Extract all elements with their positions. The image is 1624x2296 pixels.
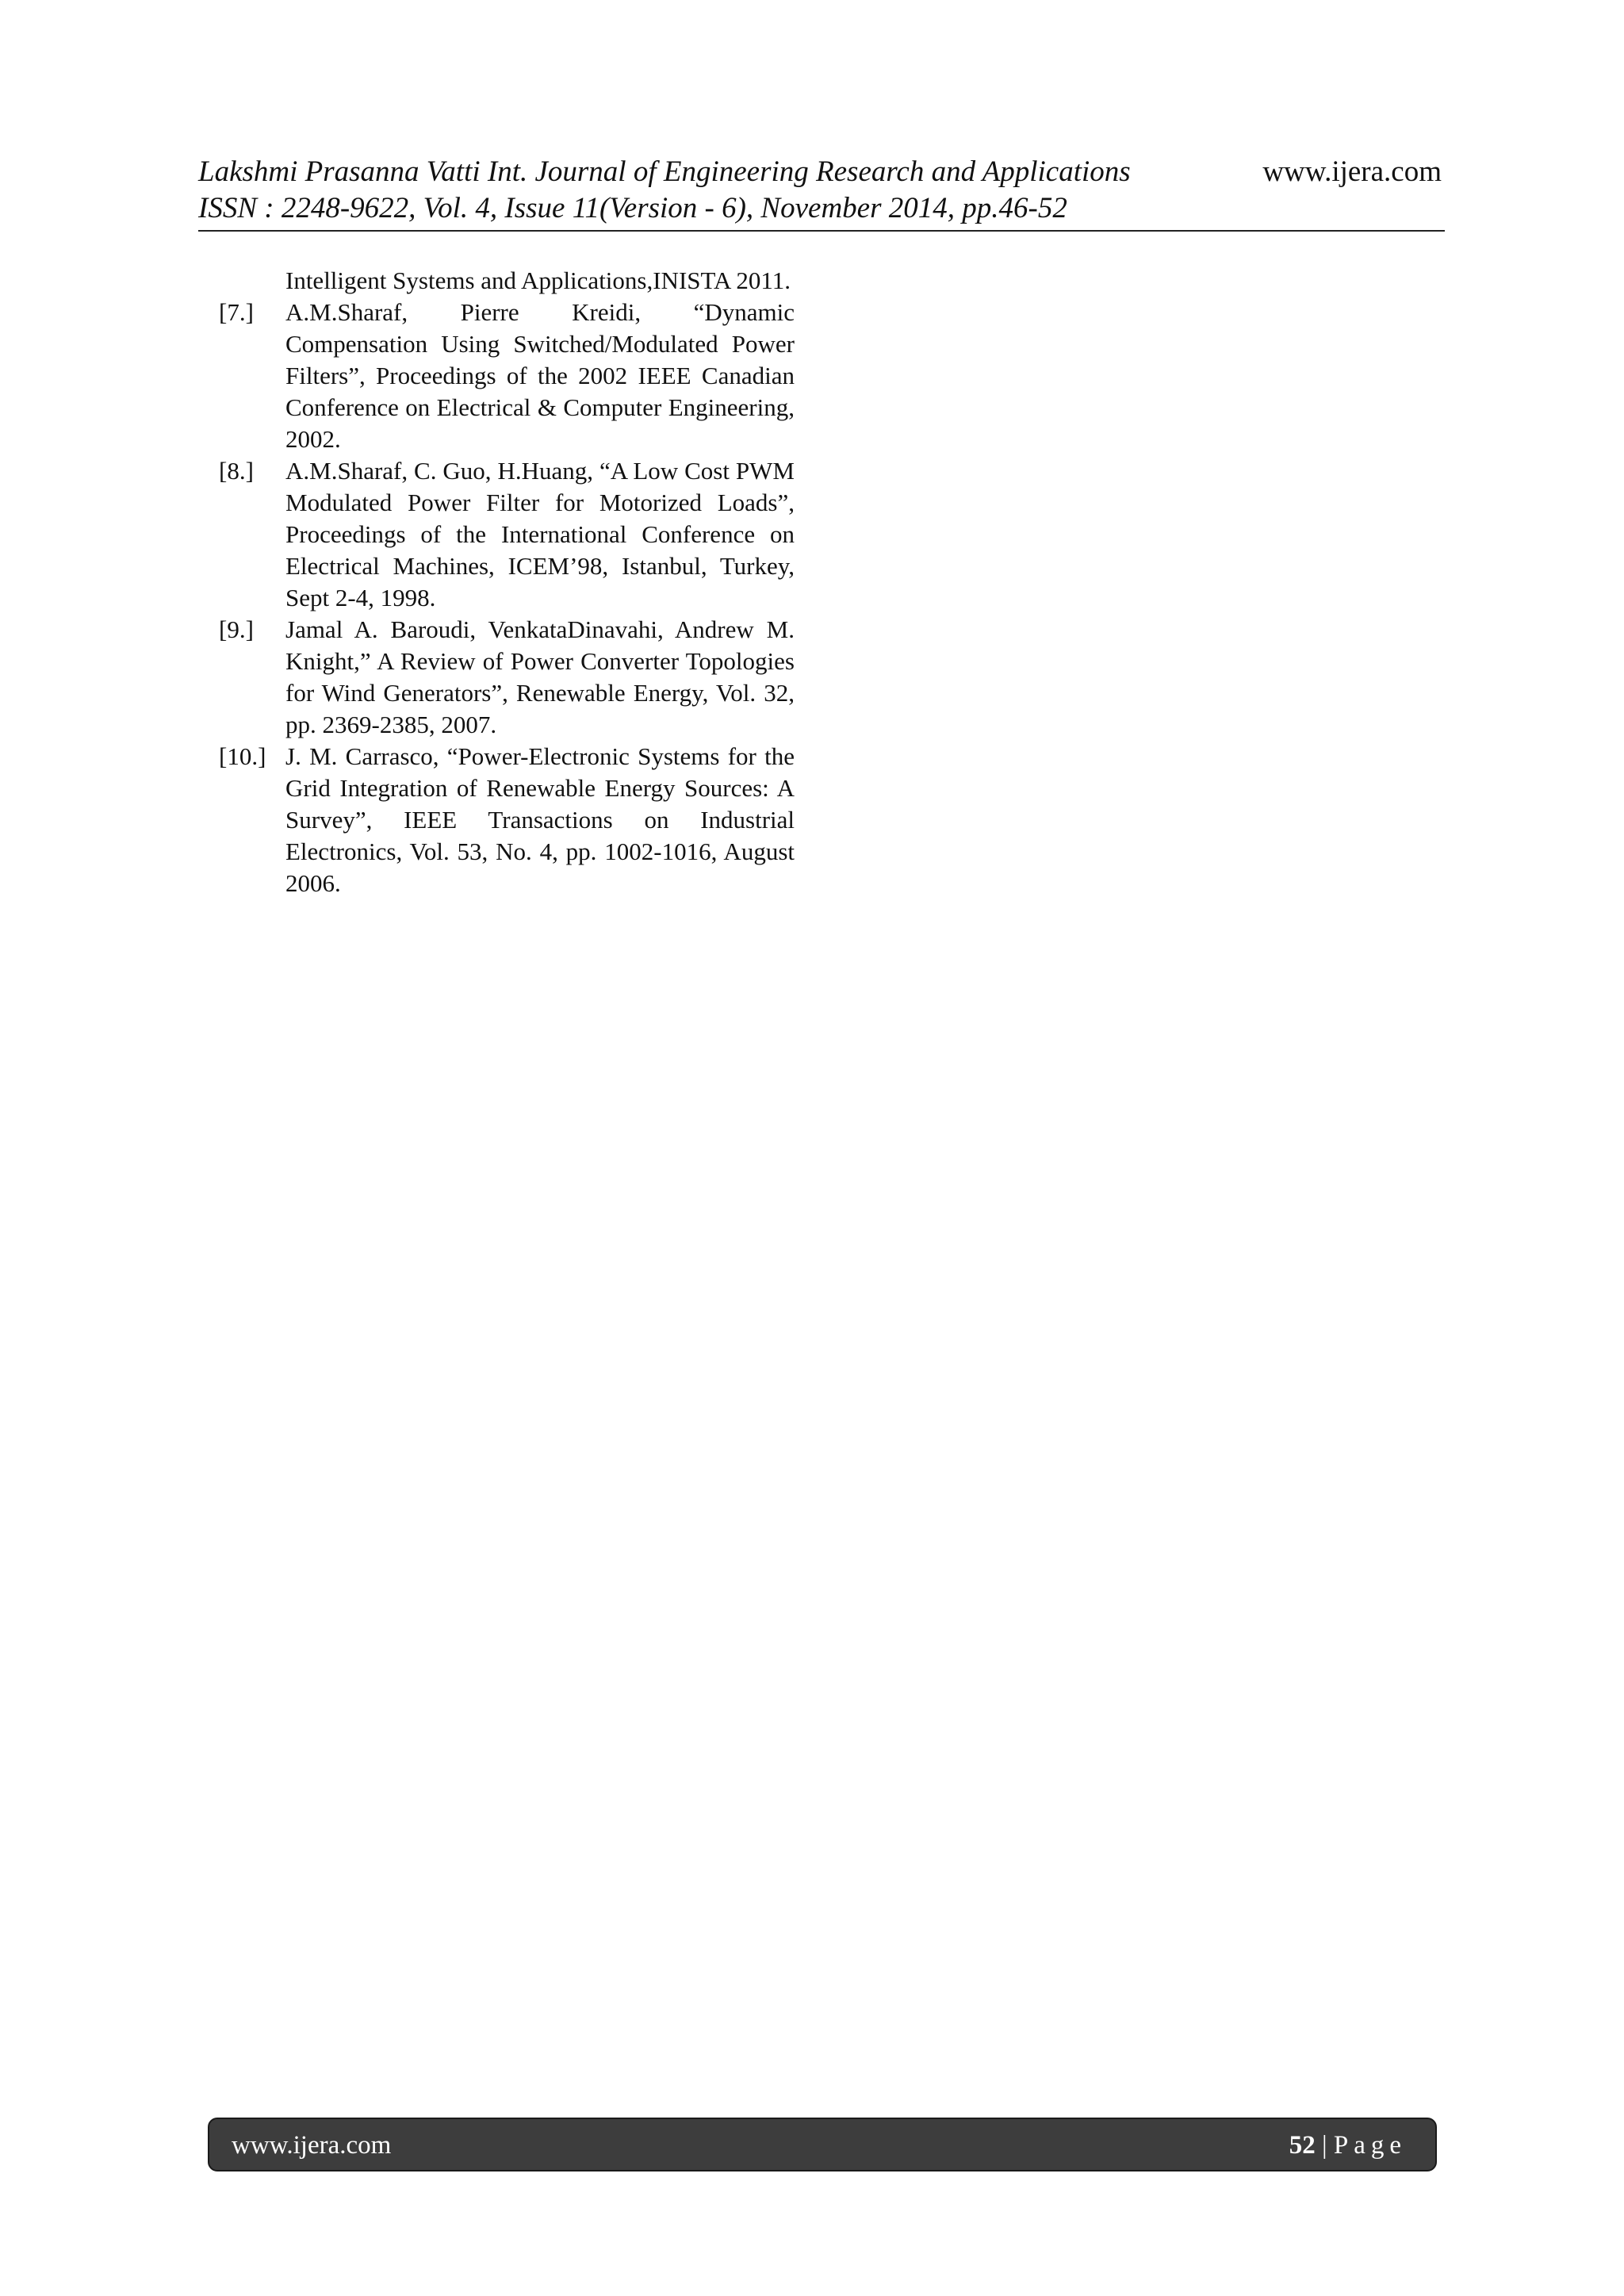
reference-number: [8.]: [219, 457, 254, 485]
reference-text: A.M.Sharaf, C. Guo, H.Huang, “A Low Cost PWM Modulated Power Filter for Motorized Loads”, Proceedings of the International Conference on Electrical Machines, ICEM’98, Istanbul, Turkey, Sept 2-4, 1998.: [285, 457, 795, 611]
page-footer: [208, 2118, 1437, 2171]
running-header: [198, 155, 1445, 232]
reference-number: [9.]: [219, 615, 254, 643]
footer-website: www.ijera.com: [232, 2131, 392, 2160]
reference-item-10: [219, 741, 795, 899]
page-separator: |: [1315, 2131, 1334, 2160]
page-number: 52: [1289, 2131, 1316, 2160]
reference-number: [10.]: [219, 742, 266, 770]
reference-continuation: [219, 265, 795, 297]
reference-continuation-text: Intelligent Systems and Applications,INISTA 2011.: [285, 266, 791, 294]
header-website: www.ijera.com: [1262, 155, 1442, 188]
reference-item-8: [219, 455, 795, 614]
header-journal-citation: Lakshmi Prasanna Vatti Int. Journal of Engineering Research and Applications: [198, 155, 1131, 188]
reference-text: J. M. Carrasco, “Power-Electronic Systems for the Grid Integration of Renewable Energy Sources: A Survey”, IEEE Transactions on Industrial Electronics, Vol. 53, No. 4, pp. 1002-1016, August 2006.: [285, 742, 795, 897]
reference-text: Jamal A. Baroudi, VenkataDinavahi, Andrew M. Knight,” A Review of Power Converter Topologies for Wind Generators”, Renewable Energy, Vol. 32, pp. 2369-2385, 2007.: [285, 615, 795, 738]
footer-page-indicator: [1289, 2131, 1407, 2160]
reference-text: A.M.Sharaf, Pierre Kreidi, “Dynamic Compensation Using Switched/Modulated Power Filters”, Proceedings of the 2002 IEEE Canadian Conference on Electrical & Computer Engineering, 2002.: [285, 298, 795, 453]
page-label: Page: [1333, 2131, 1407, 2160]
reference-item-9: [219, 614, 795, 741]
reference-number: [7.]: [219, 298, 254, 326]
header-issn-line: ISSN : 2248-9622, Vol. 4, Issue 11(Version - 6), November 2014, pp.46-52: [198, 192, 1067, 224]
reference-item-7: [219, 297, 795, 455]
reference-list: [219, 265, 795, 899]
